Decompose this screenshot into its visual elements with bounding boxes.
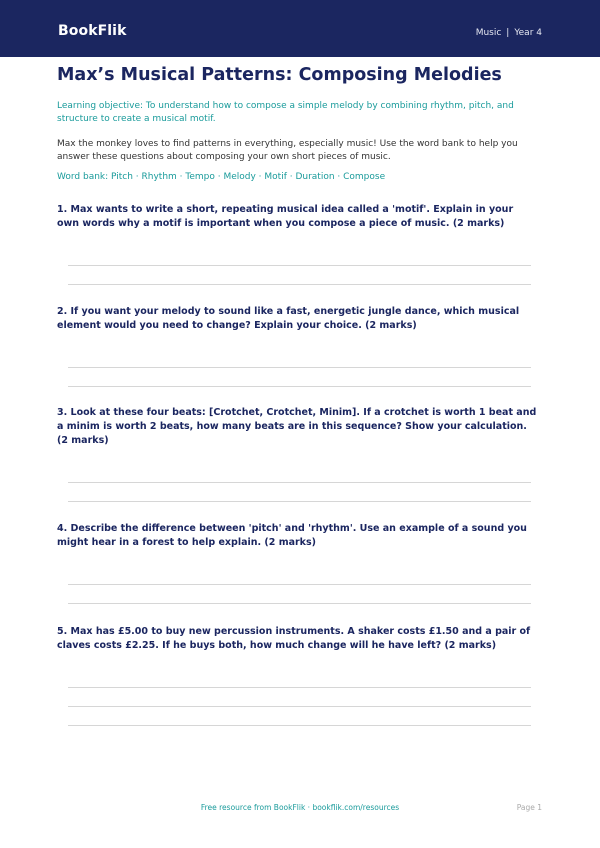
answer-line[interactable]: [68, 687, 531, 688]
answer-line[interactable]: [68, 603, 531, 604]
question-1: 1. Max wants to write a short, repeating musical idea called a 'motif'. Explain in your own words why a motif is important when you compose a piece of music. (2 marks): [57, 204, 514, 229]
page-number: Page 1: [516, 803, 542, 812]
question-3: 3. Look at these four beats: [Crotchet, Crotchet, Minim]. If a crotchet is worth 1 beat and a minim is worth 2 beats, how many beats are in this sequence? Show your calculation. (2 marks): [57, 407, 537, 446]
answer-line[interactable]: [68, 706, 531, 707]
answer-line[interactable]: [68, 367, 531, 368]
learning-objective: Learning objective: To understand how to compose a simple melody by combining rhythm, pitch, and structure to create a musical motif.: [57, 101, 514, 124]
answer-line[interactable]: [68, 284, 531, 285]
subject-year-label: [476, 28, 542, 38]
answer-line[interactable]: [68, 584, 531, 585]
question-4: 4. Describe the difference between 'pitch' and 'rhythm'. Use an example of a sound you might hear in a forest to help explain. (2 marks): [57, 523, 527, 548]
answer-line[interactable]: [68, 482, 531, 483]
year-label: Year 4: [514, 28, 542, 38]
question-5: 5. Max has £5.00 to buy new percussion instruments. A shaker costs £1.50 and a pair of claves costs £2.25. If he buys both, how much change will he have left? (2 marks): [57, 626, 531, 651]
brand-logo[interactable]: BookFlik: [58, 23, 127, 39]
answer-line[interactable]: [68, 725, 531, 726]
word-bank: Word bank: Pitch · Rhythm · Tempo · Melody · Motif · Duration · Compose: [57, 172, 386, 182]
question-2: 2. If you want your melody to sound like a fast, energetic jungle dance, which musical element would you need to change? Explain your choice. (2 marks): [57, 306, 520, 331]
intro-text: Max the monkey loves to find patterns in everything, especially music! Use the word bank to help you answer these questions about composing your own short pieces of music.: [57, 139, 518, 162]
subject-label: Music: [475, 28, 502, 38]
answer-line[interactable]: [68, 386, 531, 387]
worksheet-title: Max’s Musical Patterns: Composing Melodies: [57, 65, 502, 85]
answer-line[interactable]: [68, 501, 531, 502]
answer-line[interactable]: [68, 265, 531, 266]
footer-resource-link[interactable]: Free resource from BookFlik · bookflik.com/resources: [200, 803, 400, 812]
separator: |: [506, 28, 510, 38]
page-header: [0, 0, 600, 57]
